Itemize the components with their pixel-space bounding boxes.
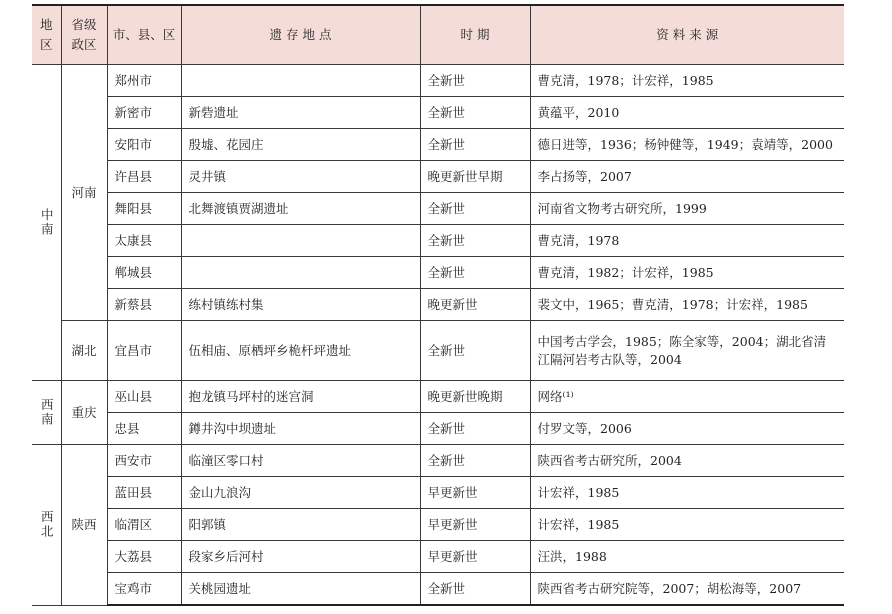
county-cell: 宝鸡市 (107, 573, 181, 606)
site-cell: 临潼区零口村 (181, 445, 420, 477)
county-cell: 大荔县 (107, 541, 181, 573)
province-cell-hubei: 湖北 (61, 321, 107, 381)
header-site: 遗 存 地 点 (181, 5, 420, 65)
table-row (32, 225, 844, 257)
site-cell: 伍相庙、原栖坪乡桅杆坪遗址 (181, 321, 420, 381)
source-cell: 曹克清，1978；计宏祥，1985 (530, 65, 844, 97)
site-cell: 殷墟、花园庄 (181, 129, 420, 161)
site-cell: 灵井镇 (181, 161, 420, 193)
county-cell: 西安市 (107, 445, 181, 477)
county-cell: 郑州市 (107, 65, 181, 97)
county-cell: 新蔡县 (107, 289, 181, 321)
site-cell (181, 257, 420, 289)
region-cell-southwest: 西南 (32, 381, 61, 445)
site-cell: 金山九浪沟 (181, 477, 420, 509)
header-source: 资 料 来 源 (530, 5, 844, 65)
source-cell: 陕西省考古研究所，2004 (530, 445, 844, 477)
table-row (32, 413, 844, 445)
county-cell: 许昌县 (107, 161, 181, 193)
county-cell: 忠县 (107, 413, 181, 445)
period-cell: 全新世 (420, 65, 530, 97)
source-cell: 陕西省考古研究院等，2007；胡松海等，2007 (530, 573, 844, 606)
county-cell: 安阳市 (107, 129, 181, 161)
table-row (32, 257, 844, 289)
table-row (32, 161, 844, 193)
table-row (32, 445, 844, 477)
region-cell-northwest: 西北 (32, 445, 61, 606)
period-cell: 晚更新世 (420, 289, 530, 321)
table-row (32, 321, 844, 381)
period-cell: 晚更新世早期 (420, 161, 530, 193)
source-cell: 德日进等，1936；杨钟健等，1949；袁靖等，2000 (530, 129, 844, 161)
source-cell: 曹克清，1982；计宏祥，1985 (530, 257, 844, 289)
source-cell: 网络⁽¹⁾ (530, 381, 844, 413)
county-cell: 临渭区 (107, 509, 181, 541)
period-cell: 全新世 (420, 97, 530, 129)
period-cell: 全新世 (420, 413, 530, 445)
site-cell: 新砦遗址 (181, 97, 420, 129)
site-cell: 北舞渡镇贾湖遗址 (181, 193, 420, 225)
period-cell: 全新世 (420, 321, 530, 381)
header-province: 省级政区 (61, 5, 107, 65)
site-cell: 鐏井沟中坝遗址 (181, 413, 420, 445)
period-cell: 全新世 (420, 193, 530, 225)
table-row (32, 193, 844, 225)
table-row (32, 289, 844, 321)
source-cell: 曹克清，1978 (530, 225, 844, 257)
table-row (32, 129, 844, 161)
site-cell: 关桃园遗址 (181, 573, 420, 606)
province-cell-chongqing: 重庆 (61, 381, 107, 445)
site-cell (181, 225, 420, 257)
period-cell: 晚更新世晚期 (420, 381, 530, 413)
source-cell: 汪洪，1988 (530, 541, 844, 573)
county-cell: 宜昌市 (107, 321, 181, 381)
site-cell: 段家乡后河村 (181, 541, 420, 573)
province-cell-shaanxi: 陕西 (61, 445, 107, 606)
period-cell: 全新世 (420, 257, 530, 289)
county-cell: 舞阳县 (107, 193, 181, 225)
county-cell: 新密市 (107, 97, 181, 129)
period-cell: 全新世 (420, 129, 530, 161)
source-cell: 河南省文物考古研究所，1999 (530, 193, 844, 225)
table-row (32, 65, 844, 97)
source-cell: 中国考古学会，1985；陈全家等，2004；湖北省清江隔河岩考古队等，2004 (530, 321, 844, 381)
source-cell: 李占扬等，2007 (530, 161, 844, 193)
county-cell: 郸城县 (107, 257, 181, 289)
table-row (32, 541, 844, 573)
source-cell: 计宏祥，1985 (530, 509, 844, 541)
period-cell: 早更新世 (420, 541, 530, 573)
header-county: 市、县、区 (107, 5, 181, 65)
site-cell (181, 65, 420, 97)
source-cell: 计宏祥，1985 (530, 477, 844, 509)
period-cell: 全新世 (420, 445, 530, 477)
county-cell: 太康县 (107, 225, 181, 257)
header-period: 时 期 (420, 5, 530, 65)
site-cell: 抱龙镇马坪村的迷宫洞 (181, 381, 420, 413)
site-records-table (32, 4, 844, 606)
source-cell: 裴文中，1965；曹克清，1978；计宏祥，1985 (530, 289, 844, 321)
county-cell: 蓝田县 (107, 477, 181, 509)
table-row (32, 509, 844, 541)
source-cell: 付罗文等，2006 (530, 413, 844, 445)
table-row (32, 381, 844, 413)
period-cell: 早更新世 (420, 509, 530, 541)
region-cell-central-south: 中南 (32, 65, 61, 381)
period-cell: 早更新世 (420, 477, 530, 509)
site-cell: 练村镇练村集 (181, 289, 420, 321)
county-cell: 巫山县 (107, 381, 181, 413)
source-cell: 黄蕴平，2010 (530, 97, 844, 129)
province-cell-henan: 河南 (61, 65, 107, 321)
period-cell: 全新世 (420, 573, 530, 606)
table-row (32, 97, 844, 129)
site-cell: 阳郭镇 (181, 509, 420, 541)
table-row (32, 573, 844, 606)
table-row (32, 477, 844, 509)
header-region: 地区 (32, 5, 61, 65)
period-cell: 全新世 (420, 225, 530, 257)
table-header-row (32, 5, 844, 65)
